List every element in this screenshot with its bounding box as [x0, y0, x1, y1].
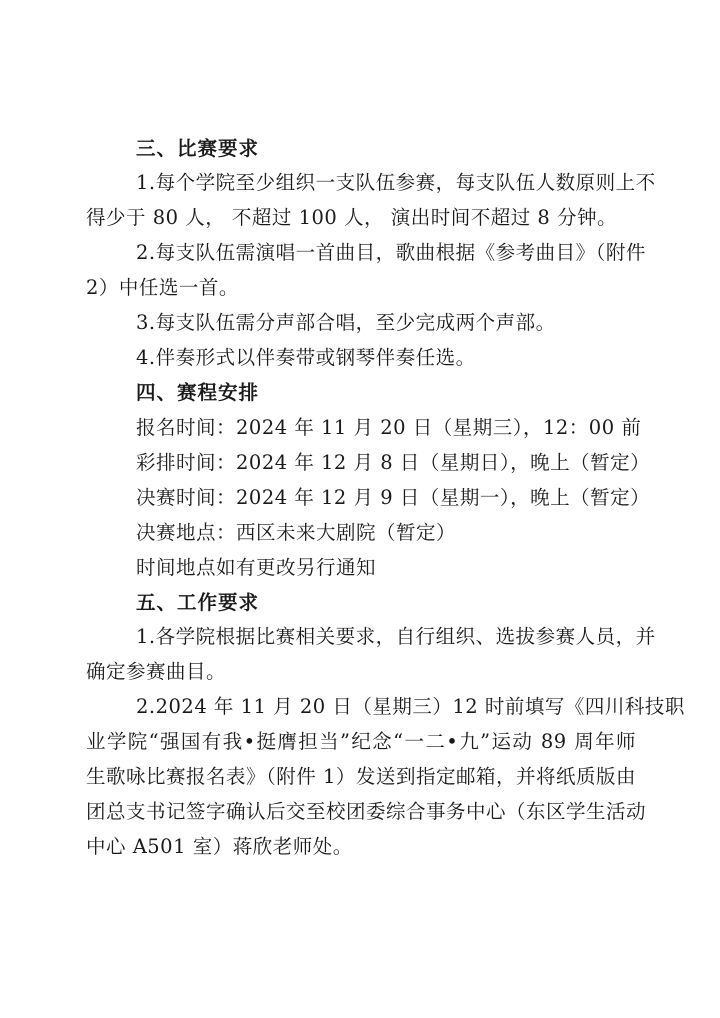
paragraph-line: 生歌咏比赛报名表》（附件 1）发送到指定邮箱，并将纸质版由: [86, 765, 636, 788]
paragraph-line: 业学院“强国有我•挺膺担当”纪念“一二•九”运动 89 周年师: [86, 730, 636, 753]
paragraph-line: 确定参赛曲目。: [86, 660, 227, 683]
schedule-registration: 报名时间：2024 年 11 月 20 日（星期三），12：00 前: [136, 416, 642, 439]
paragraph-line: 2.每支队伍需演唱一首曲目，歌曲根据《参考曲目》（附件: [136, 241, 646, 264]
section-heading-competition-requirements: 三、比赛要求: [136, 137, 260, 160]
paragraph-line: 2.2024 年 11 月 20 日（星期三）12 时前填写《四川科技职: [136, 695, 685, 718]
paragraph-line: 2）中任选一首。: [86, 276, 239, 299]
paragraph-line: 得少于 80 人， 不超过 100 人， 演出时间不超过 8 分钟。: [86, 206, 618, 229]
schedule-notice: 时间地点如有更改另行通知: [136, 556, 377, 579]
paragraph-line: 团总支书记签字确认后交至校团委综合事务中心（东区学生活动: [86, 800, 647, 823]
paragraph-line: 4.伴奏形式以伴奏带或钢琴伴奏任选。: [136, 346, 476, 369]
section-heading-schedule: 四、赛程安排: [136, 381, 260, 404]
paragraph-line: 中心 A501 室）蒋欣老师处。: [86, 835, 353, 858]
schedule-final-venue: 决赛地点：西区未来大剧院（暂定）: [136, 521, 457, 544]
paragraph-line: 3.每支队伍需分声部合唱，至少完成两个声部。: [136, 311, 556, 334]
schedule-final-time: 决赛时间：2024 年 12 月 9 日（星期一），晚上（暂定）: [136, 486, 651, 509]
paragraph-line: 1.各学院根据比赛相关要求，自行组织、选拔参赛人员，并: [136, 625, 656, 648]
section-heading-work-requirements: 五、工作要求: [136, 591, 260, 614]
schedule-rehearsal: 彩排时间：2024 年 12 月 8 日（星期日），晚上（暂定）: [136, 451, 651, 474]
paragraph-line: 1.每个学院至少组织一支队伍参赛，每支队伍人数原则上不: [136, 171, 656, 194]
